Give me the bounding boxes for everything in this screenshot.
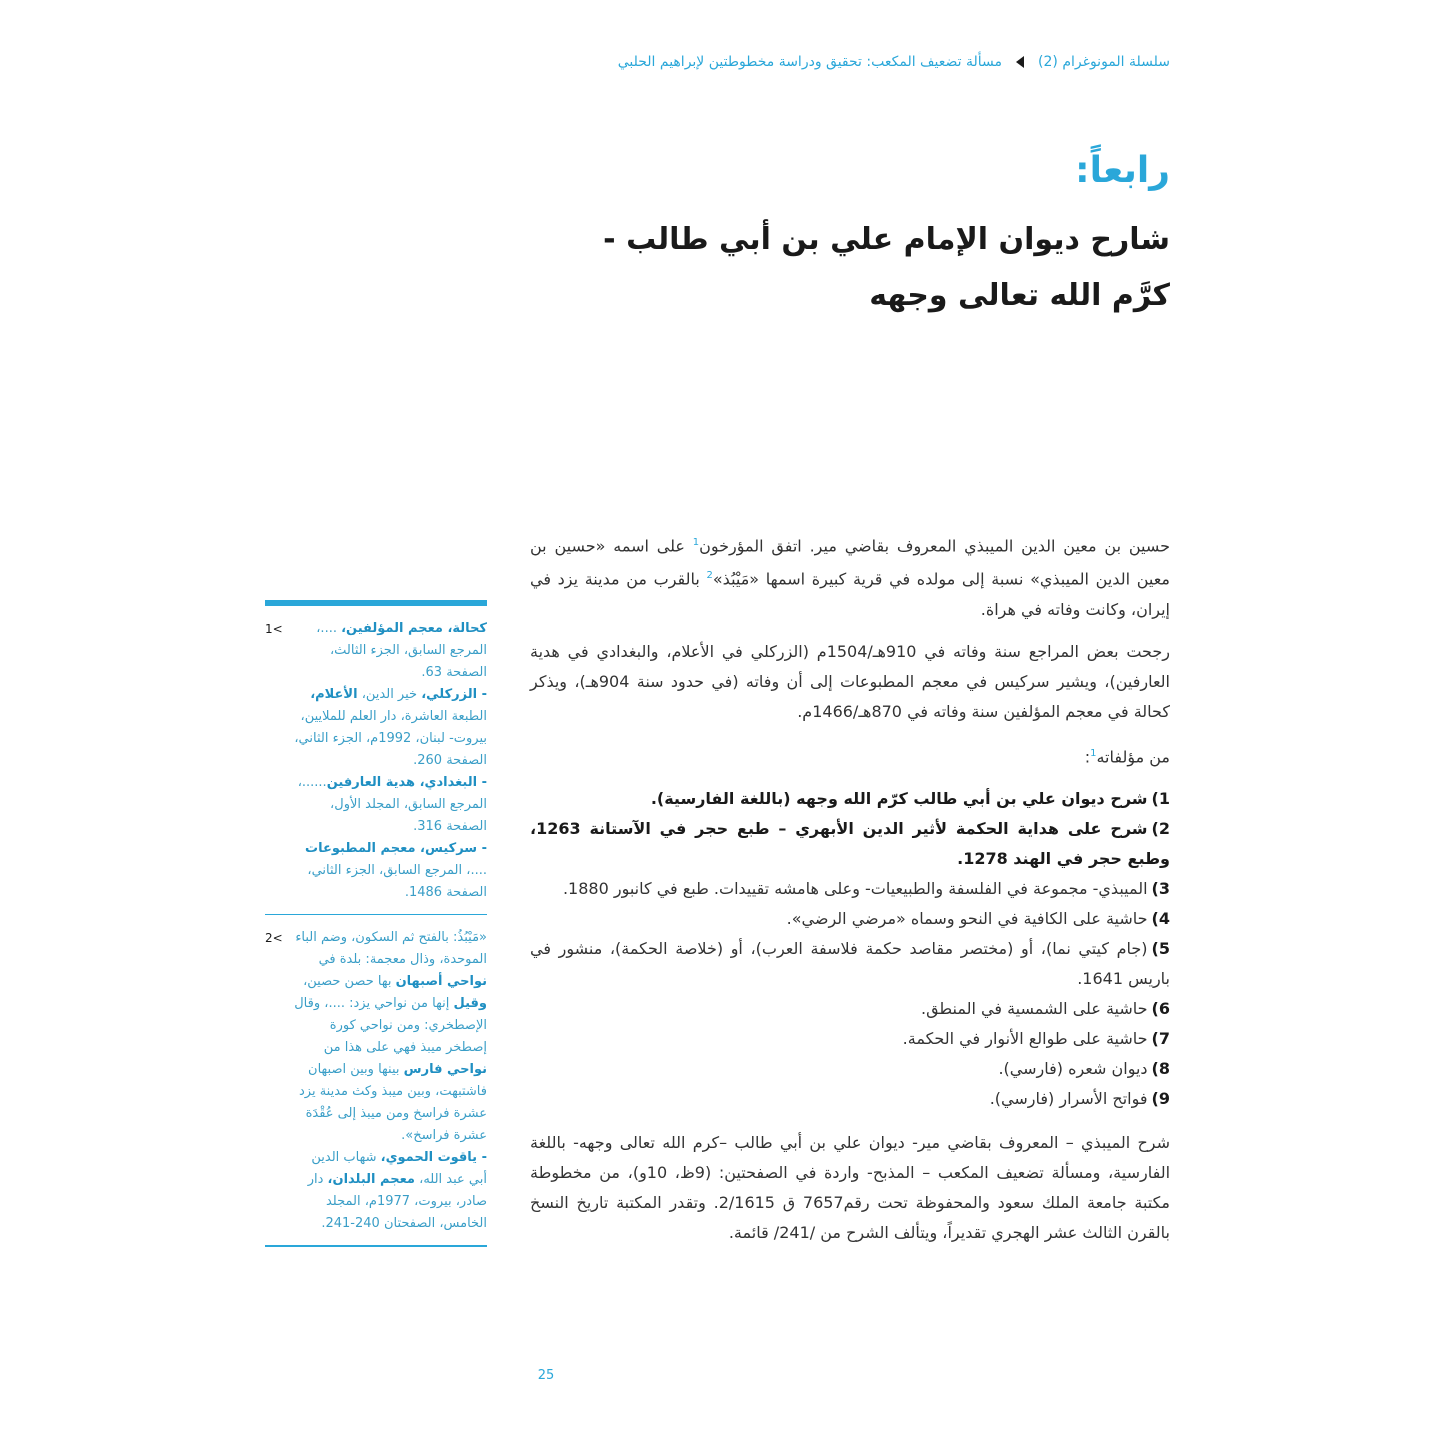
section-title [570,212,1170,324]
list-item: 7)حاشية على طوالع الأنوار في الحكمة. [902,1028,1170,1048]
works-intro-colon: : [1084,746,1091,766]
header-book-title: مسألة تضعيف المكعب: تحقيق ودراسة مخطوطتين لإبراهيم الحلبي [617,54,1003,70]
para1-part-b: على اسمه «حسين بن معين الدين الميبذي» نسبة إلى مولده في قرية كبيرة اسمها «مَيْبُذ» [530,536,1170,589]
paragraph-biography [530,528,1170,625]
footnote-2-number: 2< [265,931,283,945]
section-label: رابعاً: [1075,150,1170,191]
works-intro-text: من مؤلفاته [1096,746,1170,766]
title-line-1: شارح ديوان الإمام علي بن أبي طالب - [603,222,1170,257]
para1-part-c: بالقرب من مدينة يزد في إيران، وكانت وفاته في هراة. [530,569,1170,619]
footnote-1-number: 1< [265,622,283,636]
list-item: 8)ديوان شعره (فارسي). [998,1058,1170,1078]
list-item: 1)شرح ديوان علي بن أبي طالب كرّم الله وجهه (باللغة الفارسية). [650,788,1170,808]
footnote-ref-2[interactable]: 2 [706,570,713,582]
main-text [530,528,1170,1260]
footnote-1 [265,606,487,914]
page-number: 25 [537,1368,555,1383]
footnote-2-body: «مَيْبُذُ: بالفتح ثم السكون، وضم الباء الموحدة، وذال معجمة: بلدة في نواحي أصبهان بها حصن حصين، وقيل إنها من نواحي يزد: ....، وقال الإصطخري: ومن نواحي كورة إصطخر ميبذ فهي على هذا من نواحي فارس بينها وبين اصبهان فاشتبهت، وبين ميبذ وكث مدينة يزد عشرة فراسخ ومن ميبذ إلى عُقْدَة عشرة فراسخ». - ياقوت الحموي، شهاب الدين أبي عبد الله، معجم البلدان، دار صادر، بيروت، 1977م، المجلد الخامس، الصفحتان 240-241. [294,930,487,1231]
paragraph-manuscript: شرح الميبذي – المعروف بقاضي مير- ديوان علي بن أبي طالب –كرم الله تعالى وجهه- باللغة الفارسية، ومسألة تضعيف المكعب – المذبح- واردة في الصفحتين: (9ظ، 10و)، من مخطوطة مكتبة جامعة الملك سعود والمحفوظة تحت رقم7657 ق 2/1615. وتقدر المكتبة تاريخ النسخ بالقرن الثالث عشر الهجري تقديراً، ويتألف الشرح من /241/ قائمة. [530,1132,1171,1242]
footnote-ref-works[interactable]: 1 [1090,747,1097,759]
title-line-2: كرَّم الله تعالى وجهه [869,278,1170,313]
paragraph-death-date: رجحت بعض المراجع سنة وفاته في 910هـ/1504م (الزركلي في الأعلام، والبغدادي في هدية العارفين)، ويشير سركيس في معجم المطبوعات إلى أن وفاته (في حدود سنة 904هـ)، ويذكر كحالة في معجم المؤلفين سنة وفاته في 870هـ/1466م. [530,641,1170,721]
works-intro [530,739,1170,772]
list-item: 5)(جام كيتي نما)، أو (مختصر مقاصد حكمة فلاسفة العرب)، أو (خلاصة الحكمة)، منشور في باريس 1641. [530,938,1170,988]
footnote-1-body: كحالة، معجم المؤلفين، ....، المرجع السابق، الجزء الثالث، الصفحة 63. - الزركلي، خير الدين، الأعلام، الطبعة العاشرة، دار العلم للملايين، بيروت- لبنان، 1992م، الجزء الثاني، الصفحة 260. - البغدادي، هدية العارفين......، المرجع السابق، المجلد الأول، الصفحة 316. - سركيس، معجم المطبوعات ....، المرجع السابق، الجزء الثاني، الصفحة 1486. [294,621,487,900]
works-list [530,784,1170,1114]
footnote-ref-1[interactable]: 1 [692,537,700,548]
running-header [570,50,1170,74]
list-item: 9)فواتح الأسرار (فارسي). [989,1088,1170,1108]
triangle-separator-icon [1016,56,1024,68]
para1-part-a: حسين بن معين الدين الميبذي المعروف بقاضي مير. اتفق المؤرخون [699,536,1171,556]
footnote-2 [265,914,487,1245]
list-item: 4)حاشية على الكافية في النحو وسماه «مرضي الرضي». [786,908,1170,928]
footnotes-sidebar [265,600,487,1247]
list-item: 6)حاشية على الشمسية في المنطق. [920,998,1170,1018]
list-item: 3)الميبذي- مجموعة في الفلسفة والطبيعيات- وعلى هامشه تقييدات. طبع في كانبور 1880. [562,878,1170,898]
header-series: سلسلة المونوغرام (2) [1038,54,1170,70]
list-item: 2)شرح على هداية الحكمة لأثير الدين الأبهري – طبع حجر في الآستانة 1263، وطبع حجر في الهند 1278. [530,818,1170,868]
